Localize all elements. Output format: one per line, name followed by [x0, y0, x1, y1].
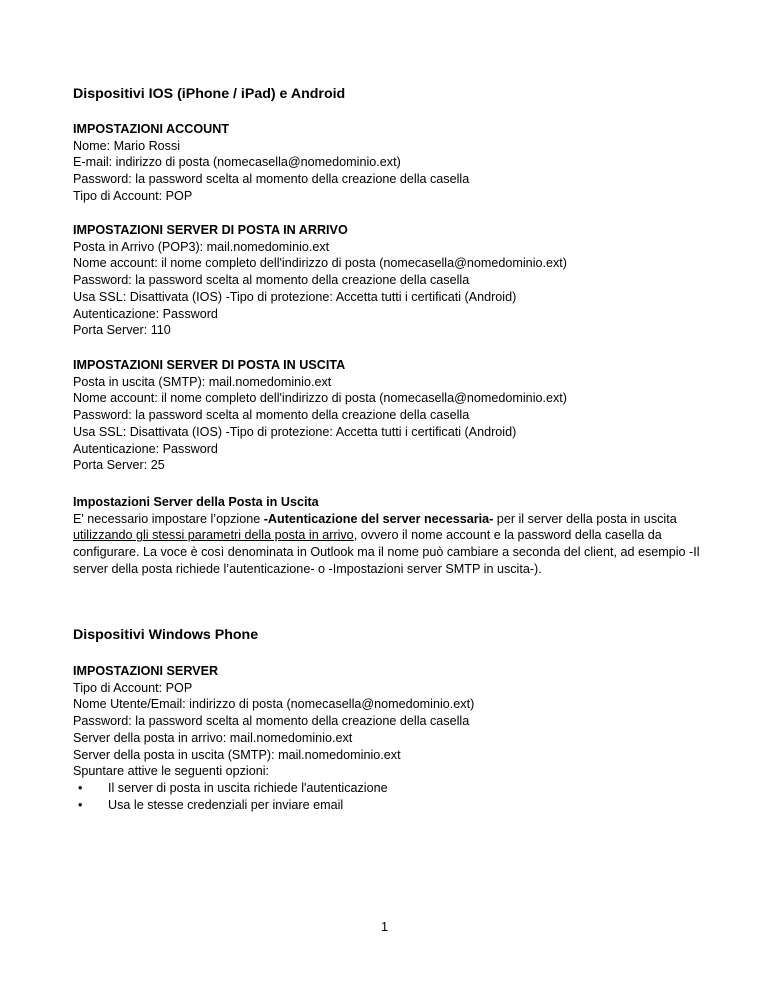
- page-number: 1: [381, 920, 389, 934]
- list-item: • Usa le stesse credenziali per inviare email: [78, 797, 344, 812]
- text-line: E-mail: indirizzo di posta (nomecasella@nomedominio.ext): [73, 155, 401, 170]
- text-line: Nome Utente/Email: indirizzo di posta (nomecasella@nomedominio.ext): [73, 697, 475, 712]
- text-line: Tipo di Account: POP: [73, 680, 193, 695]
- text-line: Autenticazione: Password: [73, 306, 218, 321]
- text-line: Server della posta in arrivo: mail.nomedominio.ext: [73, 730, 353, 745]
- text-line: Server della posta in uscita (SMTP): mail.nomedominio.ext: [73, 747, 401, 762]
- windows-server-block: [73, 663, 703, 780]
- text-line: Nome: Mario Rossi: [73, 138, 181, 153]
- windows-server-heading: IMPOSTAZIONI SERVER: [73, 664, 219, 678]
- bullet-icon: •: [78, 797, 83, 812]
- incoming-server-block: [73, 222, 703, 339]
- outgoing-server-heading: IMPOSTAZIONI SERVER DI POSTA IN USCITA: [73, 358, 346, 372]
- text-line: Nome account: il nome completo dell'indirizzo di posta (nomecasella@nomedominio.ext): [73, 391, 567, 406]
- text-line: Password: la password scelta al momento della creazione della casella: [73, 273, 470, 288]
- text-line: Autenticazione: Password: [73, 441, 218, 456]
- outgoing-note-paragraph: E' necessario impostare l’opzione -Autenticazione del server necessaria- per il server della posta in uscita utilizzando gli stessi parametri della posta in arrivo, ovvero il nome account e la password della casella da configurare. La voce è così denominata in Outlook ma il nome può cambiare a seconda del client, ad esempio -Il server della posta richiede l’autenticazione- o -Impostazioni server SMTP in uscita-).: [73, 511, 700, 576]
- text-line: Tipo di Account: POP: [73, 188, 193, 203]
- section-title-windows-phone: Dispositivi Windows Phone: [73, 627, 259, 643]
- text-line: Usa SSL: Disattivata (IOS) -Tipo di protezione: Accetta tutti i certificati (Android): [73, 289, 517, 304]
- text-line: Password: la password scelta al momento della creazione della casella: [73, 172, 470, 187]
- account-settings-heading: IMPOSTAZIONI ACCOUNT: [73, 122, 230, 136]
- incoming-server-heading: IMPOSTAZIONI SERVER DI POSTA IN ARRIVO: [73, 223, 348, 237]
- outgoing-note-heading: Impostazioni Server della Posta in Uscita: [73, 495, 319, 509]
- text-line: Spuntare attive le seguenti opzioni:: [73, 764, 270, 779]
- text-line: Password: la password scelta al momento della creazione della casella: [73, 714, 470, 729]
- text-line: Porta Server: 110: [73, 323, 171, 338]
- text-line: Password: la password scelta al momento della creazione della casella: [73, 408, 470, 423]
- outgoing-note-block: [73, 494, 703, 578]
- outgoing-server-block: [73, 357, 703, 474]
- text-line: Posta in uscita (SMTP): mail.nomedominio.ext: [73, 374, 332, 389]
- text-line: Porta Server: 25: [73, 458, 165, 473]
- account-settings-block: [73, 121, 703, 205]
- text-line: Usa SSL: Disattivata (IOS) -Tipo di protezione: Accetta tutti i certificati (Android): [73, 424, 517, 439]
- list-item: • Il server di posta in uscita richiede l'autenticazione: [78, 781, 388, 795]
- text-line: Posta in Arrivo (POP3): mail.nomedominio.ext: [73, 239, 330, 254]
- text-line: Nome account: il nome completo dell'indirizzo di posta (nomecasella@nomedominio.ext): [73, 256, 567, 271]
- bullet-icon: •: [78, 781, 83, 795]
- section-title-ios-android: Dispositivi IOS (iPhone / iPad) e Android: [73, 86, 346, 102]
- options-list: [73, 780, 388, 813]
